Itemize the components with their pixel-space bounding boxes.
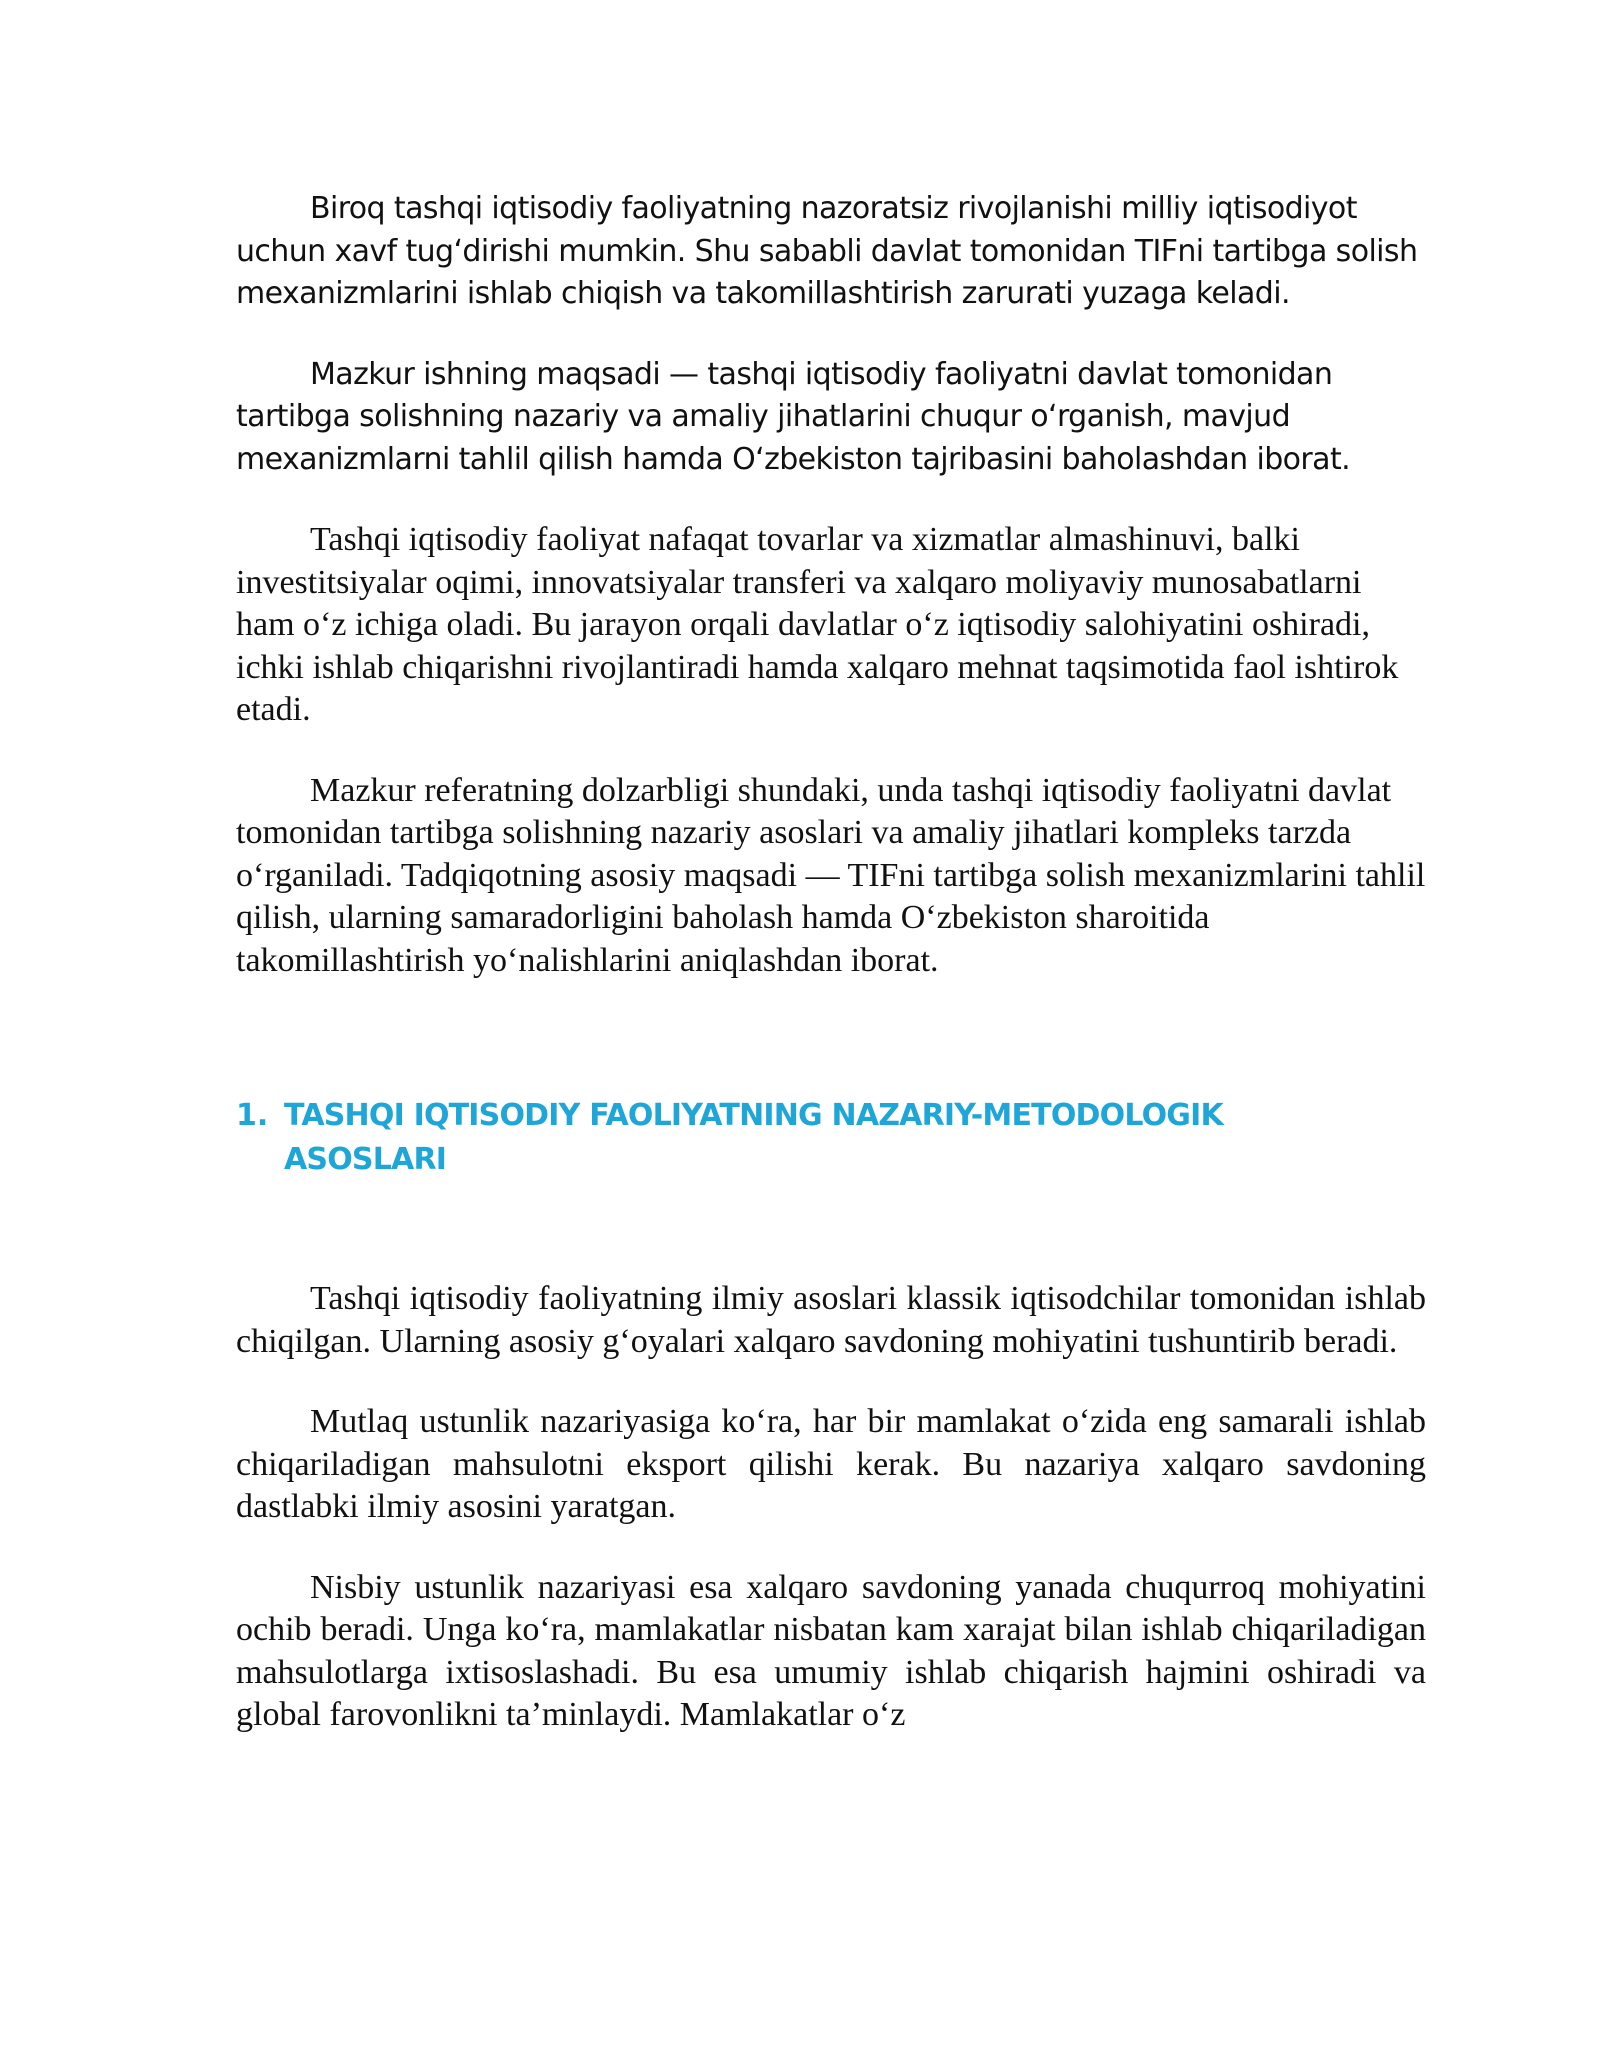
section-number: 1. <box>236 1098 269 1133</box>
paragraph-5: Tashqi iqtisodiy faoliyatning ilmiy asoslari klassik iqtisodchilar tomonidan ishlab chiqilgan. Ularning asosiy g‘oyalari xalqaro savdoning mohiyatini tushuntirib beradi. <box>236 1280 1426 1360</box>
paragraph-1: Biroq tashqi iqtisodiy faoliyatning nazoratsiz rivojlanishi milliy iqtisodiyot uchun xavf tug‘dirishi mumkin. Shu sababli davlat tomonidan TIFni tartibga solish mexanizmlarini ishlab chiqish va takomillashtirish zarurati yuzaga keladi. <box>236 191 1418 311</box>
document-body <box>236 188 1426 1737</box>
paragraph-7: Nisbiy ustunlik nazariyasi esa xalqaro savdoning yanada chuqurroq mohiyatini ochib beradi. Unga ko‘ra, mamlakatlar nisbatan kam xarajat bilan ishlab chiqariladigan mahsulotlarga ixtisoslashadi. Bu esa umumiy ishlab chiqarish hajmini oshiradi va global farovonlikni ta’minlaydi. Mamlakatlar o‘z <box>236 1568 1426 1733</box>
paragraph-4: Mazkur referatning dolzarbligi shundaki, unda tashqi iqtisodiy faoliyatni davlat tomonidan tartibga solishning nazariy asoslari va amaliy jihatlari kompleks tarzda o‘rganiladi. Tadqiqotning asosiy maqsadi — TIFni tartibga solish mexanizmlarini tahlil qilish, ularning samaradorligini baholash hamda O‘zbekiston sharoitida takomillashtirish yo‘nalishlarini aniqlashdan iborat. <box>236 771 1426 979</box>
paragraph-6: Mutlaq ustunlik nazariyasiga ko‘ra, har bir mamlakat o‘zida eng samarali ishlab chiqariladigan mahsulotni eksport qilishi kerak. Bu nazariya xalqaro savdoning dastlabki ilmiy asosini yaratgan. <box>236 1403 1426 1525</box>
paragraph-2: Mazkur ishning maqsadi — tashqi iqtisodiy faoliyatni davlat tomonidan tartibga solishning nazariy va amaliy jihatlarini chuqur o‘rganish, mavjud mexanizmlarni tahlil qilish hamda O‘zbekiston tajribasini baholashdan iborat. <box>236 356 1351 477</box>
paragraph-3: Tashqi iqtisodiy faoliyat nafaqat tovarlar va xizmatlar almashinuvi, balki investitsiyalar oqimi, innovatsiyalar transferi va xalqaro moliyaviy munosabatlarni ham o‘z ichiga oladi. Bu jarayon orqali davlatlar o‘z iqtisodiy salohiyatini oshiradi, ichki ishlab chiqarishni rivojlantiradi hamda xalqaro mehnat taqsimotida faol ishtirok etadi. <box>236 521 1399 728</box>
section-heading <box>236 1094 1426 1182</box>
section-title: TASHQI IQTISODIY FAOLIYATNING NAZARIY-METODOLOGIK ASOSLARI <box>284 1098 1223 1177</box>
